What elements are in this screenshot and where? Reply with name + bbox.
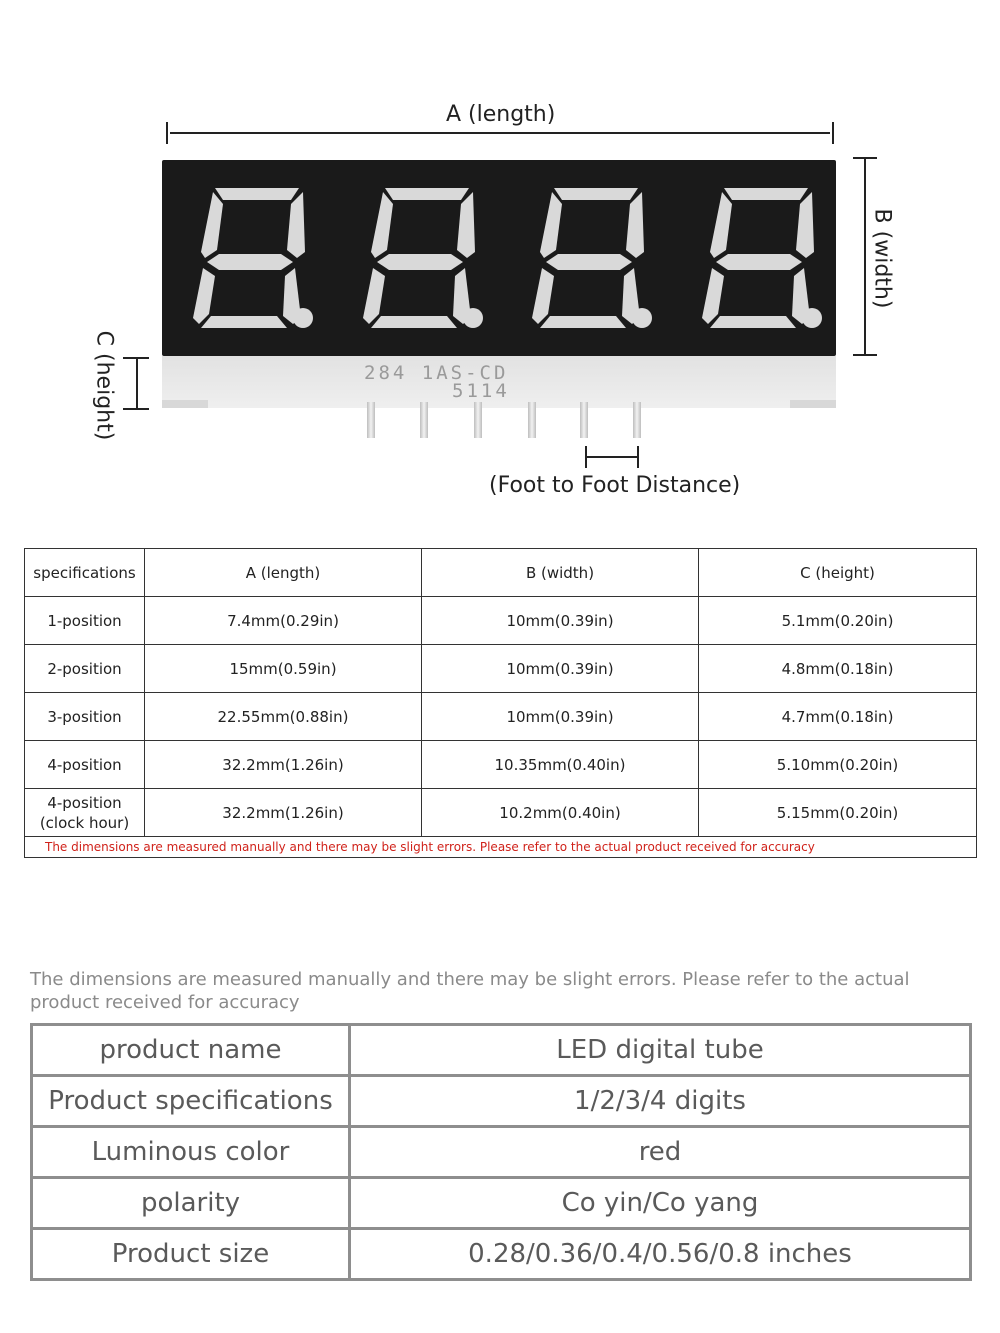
- table-cell: 10mm(0.39in): [422, 645, 699, 693]
- batch-number-print: 5114: [452, 380, 510, 402]
- table-row: [32, 1076, 971, 1127]
- pin-1: [367, 402, 375, 438]
- table-cell: 2-position: [25, 645, 145, 693]
- table-row: [25, 789, 977, 837]
- width-top-tick: [853, 157, 877, 159]
- digit-3: [532, 188, 644, 328]
- table-note-row: [25, 837, 977, 858]
- row-value: Co yin/Co yang: [350, 1178, 971, 1229]
- table-row: [25, 693, 977, 741]
- row-label: polarity: [32, 1178, 350, 1229]
- measurement-caption: The dimensions are measured manually and there may be slight errors. Please refer to the actual product received for accuracy: [30, 969, 910, 1013]
- row-label: Product size: [32, 1229, 350, 1280]
- column-header: B (width): [422, 549, 699, 597]
- table-cell: 7.4mm(0.29in): [145, 597, 422, 645]
- part-number-print: 284 1AS-CD: [364, 362, 509, 384]
- table-cell: 15mm(0.59in): [145, 645, 422, 693]
- length-dimension-line: [170, 132, 830, 134]
- table-cell: 1-position: [25, 597, 145, 645]
- row-value: 0.28/0.36/0.4/0.56/0.8 inches: [350, 1229, 971, 1280]
- table-row: [32, 1229, 971, 1280]
- decimal-point-4: [802, 308, 822, 328]
- base-foot-left: [162, 400, 208, 408]
- table-cell: 22.55mm(0.88in): [145, 693, 422, 741]
- column-header: A (length): [145, 549, 422, 597]
- pin-3: [474, 402, 482, 438]
- seven-segment-digits: [162, 160, 836, 356]
- pin-6: [633, 402, 641, 438]
- digit-1: [193, 188, 305, 328]
- width-bottom-tick: [853, 354, 877, 356]
- height-dimension-line: [136, 358, 138, 408]
- base-foot-right: [790, 400, 836, 408]
- table-row: [25, 597, 977, 645]
- table-cell: 5.15mm(0.20in): [699, 789, 977, 837]
- length-left-tick: [166, 122, 168, 144]
- pin-5: [580, 402, 588, 438]
- length-label: A (length): [446, 102, 556, 127]
- table-cell: 5.10mm(0.20in): [699, 741, 977, 789]
- table-row: [25, 741, 977, 789]
- width-label: B (width): [869, 208, 895, 309]
- row-value: 1/2/3/4 digits: [350, 1076, 971, 1127]
- digit-4: [702, 188, 814, 328]
- pin-2: [420, 402, 428, 438]
- pin-4: [528, 402, 536, 438]
- table-row: [32, 1127, 971, 1178]
- foot-distance-label: (Foot to Foot Distance): [489, 473, 741, 498]
- table-row: [32, 1178, 971, 1229]
- row-value: red: [350, 1127, 971, 1178]
- length-right-tick: [832, 122, 834, 144]
- table-cell: 5.1mm(0.20in): [699, 597, 977, 645]
- row-label: Luminous color: [32, 1127, 350, 1178]
- decimal-point-3: [632, 308, 652, 328]
- table-cell: 4-position (clock hour): [25, 789, 145, 837]
- table-cell: 4.7mm(0.18in): [699, 693, 977, 741]
- measurement-note: The dimensions are measured manually and there may be slight errors. Please refer to the actual product received for accuracy: [25, 837, 977, 858]
- table-cell: 32.2mm(1.26in): [145, 789, 422, 837]
- height-bottom-tick: [123, 408, 149, 410]
- width-dimension-line: [864, 158, 866, 354]
- row-label: Product specifications: [32, 1076, 350, 1127]
- table-cell: 4.8mm(0.18in): [699, 645, 977, 693]
- table-row: [25, 645, 977, 693]
- table-cell: 4-position: [25, 741, 145, 789]
- digit-2: [363, 188, 475, 328]
- row-value: LED digital tube: [350, 1025, 971, 1076]
- table-cell: 10mm(0.39in): [422, 693, 699, 741]
- column-header: specifications: [25, 549, 145, 597]
- table-cell: 32.2mm(1.26in): [145, 741, 422, 789]
- table-cell: 10mm(0.39in): [422, 597, 699, 645]
- foot-right-tick: [637, 446, 639, 468]
- product-info-table: [30, 1023, 972, 1281]
- height-label: C (height): [91, 330, 117, 441]
- decimal-point-2: [463, 308, 483, 328]
- column-header: C (height): [699, 549, 977, 597]
- height-top-tick: [123, 357, 149, 359]
- dimension-spec-table: [24, 548, 977, 858]
- row-label: product name: [32, 1025, 350, 1076]
- foot-left-tick: [585, 446, 587, 468]
- table-cell: 10.35mm(0.40in): [422, 741, 699, 789]
- led-display-body: [162, 160, 836, 356]
- decimal-point-1: [293, 308, 313, 328]
- foot-dimension-line: [586, 456, 638, 458]
- table-cell: 3-position: [25, 693, 145, 741]
- table-row: [32, 1025, 971, 1076]
- table-cell: 10.2mm(0.40in): [422, 789, 699, 837]
- table-header-row: [25, 549, 977, 597]
